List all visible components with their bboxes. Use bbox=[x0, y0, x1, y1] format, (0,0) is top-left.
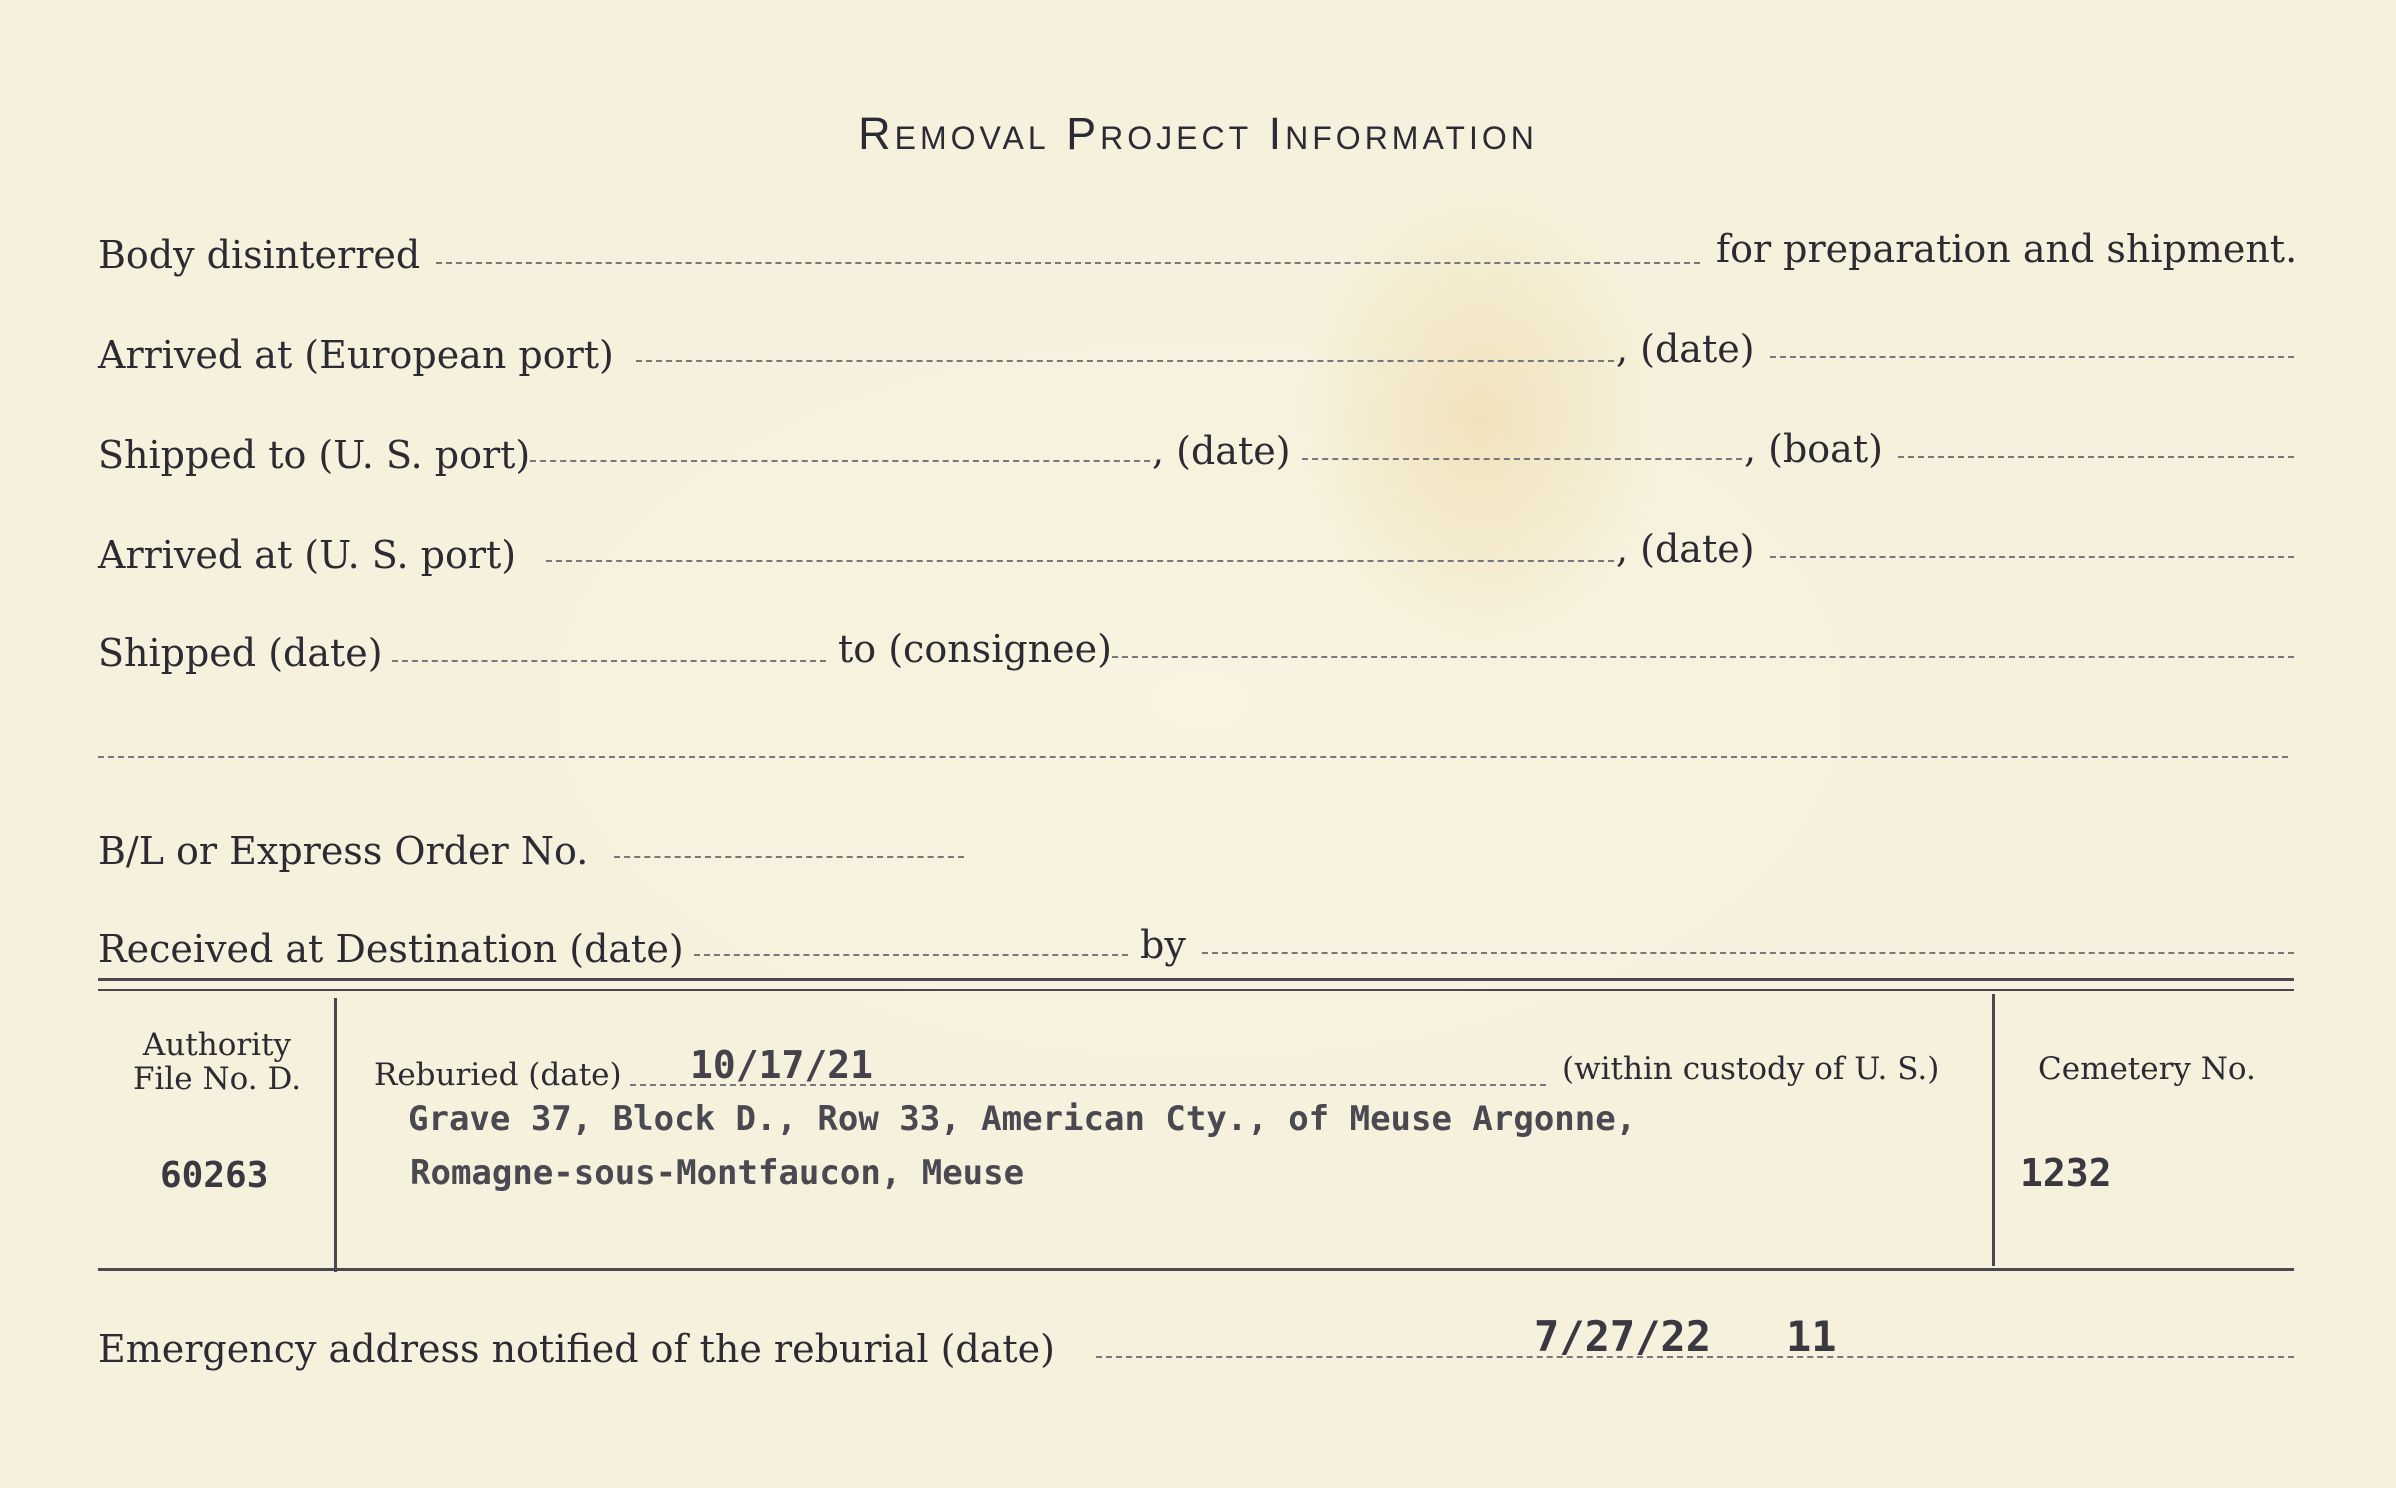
section-divider-bottom bbox=[98, 989, 2294, 991]
emergency-notified-label: Emergency address notified of the reburial (date) bbox=[98, 1327, 1055, 1371]
authority-column-divider bbox=[334, 998, 337, 1272]
received-destination-label: Received at Destination (date) bbox=[98, 927, 684, 971]
cemetery-number-label: Cemetery No. bbox=[2038, 1051, 2256, 1087]
emergency-initials: 11 bbox=[1786, 1312, 1837, 1361]
consignee-continuation-line bbox=[98, 756, 2288, 758]
boat-line bbox=[1898, 456, 2294, 458]
preparation-label: for preparation and shipment. bbox=[1716, 227, 2298, 271]
custody-label: (within custody of U. S.) bbox=[1562, 1051, 1940, 1087]
consignee-line bbox=[1112, 656, 2294, 658]
emergency-date-value: 7/27/22 bbox=[1534, 1312, 1712, 1361]
bl-order-label: B/L or Express Order No. bbox=[98, 829, 589, 873]
shipped-date-line bbox=[1302, 458, 1742, 460]
consignee-label: to (consignee) bbox=[838, 627, 1112, 671]
authority-file-number: 60263 bbox=[160, 1155, 269, 1196]
arrived-us-port-label: Arrived at (U. S. port) bbox=[98, 533, 517, 577]
us-port-line bbox=[530, 460, 1150, 462]
reburied-date-label: Reburied (date) bbox=[374, 1057, 622, 1093]
arrived-european-port-label: Arrived at (European port) bbox=[98, 333, 614, 377]
received-by-label: by bbox=[1140, 923, 1186, 967]
grave-location-line-1: Grave 37, Block D., Row 33, American Cty., of Meuse Argonne, bbox=[408, 1099, 1637, 1139]
european-date-line bbox=[1770, 356, 2294, 358]
file-no-label: File No. D. bbox=[132, 1061, 302, 1097]
arrived-us-date-line bbox=[1770, 556, 2294, 558]
section-divider-top bbox=[98, 978, 2294, 981]
arrived-us-date-label: , (date) bbox=[1616, 527, 1755, 571]
received-date-line bbox=[694, 954, 1128, 956]
arrived-us-port-line bbox=[546, 560, 1614, 562]
card-title: Removal Project Information bbox=[858, 108, 1538, 159]
boat-label: , (boat) bbox=[1744, 427, 1883, 471]
european-date-label: , (date) bbox=[1616, 327, 1755, 371]
shipped-date-row-line bbox=[392, 660, 826, 662]
body-disinterred-line bbox=[436, 262, 1700, 264]
bl-order-line bbox=[614, 856, 964, 858]
received-by-line bbox=[1202, 952, 2294, 954]
cemetery-column-divider bbox=[1992, 994, 1995, 1266]
grave-location-line-2: Romagne-sous-Montfaucon, Meuse bbox=[410, 1153, 1025, 1193]
section-bottom-rule bbox=[98, 1268, 2294, 1271]
authority-label: Authority bbox=[142, 1027, 292, 1063]
reburied-date-value: 10/17/21 bbox=[690, 1043, 874, 1087]
body-disinterred-label: Body disinterred bbox=[98, 233, 421, 277]
cemetery-number-value: 1232 bbox=[2020, 1151, 2112, 1195]
shipped-date-row-label: Shipped (date) bbox=[98, 631, 383, 675]
shipped-to-us-port-label: Shipped to (U. S. port) bbox=[98, 433, 531, 477]
european-port-line bbox=[636, 360, 1614, 362]
shipped-date-label: , (date) bbox=[1152, 429, 1291, 473]
